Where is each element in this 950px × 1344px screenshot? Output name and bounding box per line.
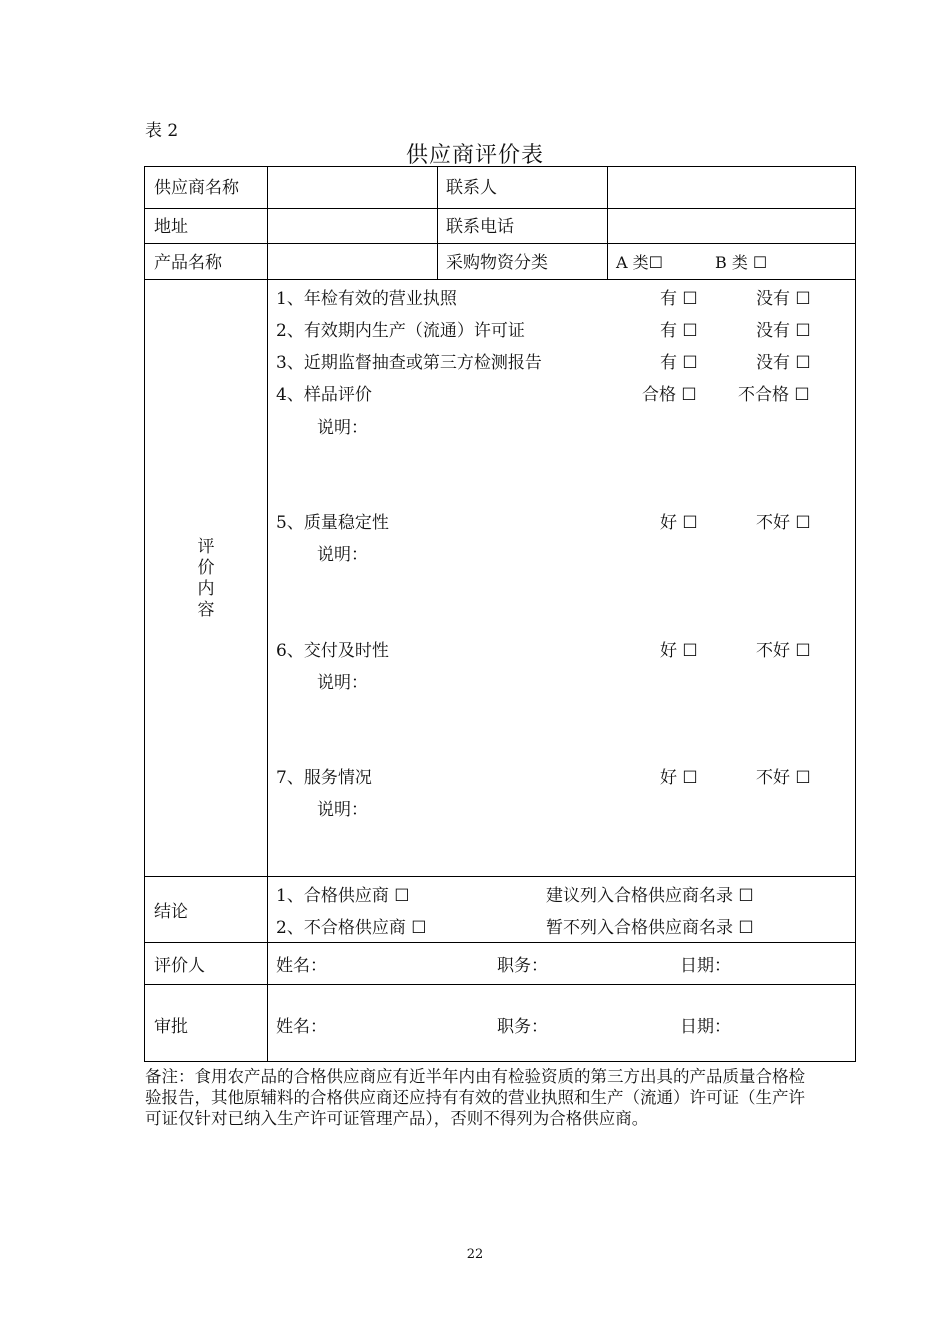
table-label: 表 2 bbox=[145, 121, 179, 141]
supplier-evaluation-form bbox=[144, 166, 856, 1062]
category-a-checkbox[interactable]: A 类☐ bbox=[616, 253, 663, 272]
footnote: 备注：食用农产品的合格供应商应有近半年内由有检验资质的第三方出具的产品质量合格检验报告，其他原辅料的合格供应商还应持有有效的营业执照和生产（流通）许可证（生产许可证仅针对已纳入生产许可证管理产品），否则不得列为合格供应商。 bbox=[145, 1067, 805, 1128]
eval-option-bad[interactable]: 不好 ☐ bbox=[756, 513, 811, 533]
column-divider bbox=[607, 167, 608, 279]
evaluator-label: 评价人 bbox=[154, 956, 205, 976]
eval-item-label: 5、质量稳定性 bbox=[276, 513, 389, 533]
approval-label: 审批 bbox=[154, 1017, 188, 1037]
contact-label: 联系人 bbox=[446, 178, 497, 198]
page-number: 22 bbox=[466, 1247, 484, 1262]
eval-option-bad[interactable]: 不好 ☐ bbox=[756, 641, 811, 661]
evaluator-date-field[interactable]: 日期： bbox=[680, 956, 731, 976]
eval-item-label: 4、样品评价 bbox=[276, 385, 372, 405]
eval-item-label: 6、交付及时性 bbox=[276, 641, 389, 661]
eval-item-label: 7、服务情况 bbox=[276, 768, 372, 788]
category-b-checkbox[interactable]: B 类 ☐ bbox=[715, 253, 768, 272]
evaluator-position-field[interactable]: 职务： bbox=[497, 956, 548, 976]
explain-label: 说明： bbox=[317, 673, 368, 693]
eval-option-good[interactable]: 好 ☐ bbox=[660, 768, 698, 788]
column-divider bbox=[267, 167, 268, 1062]
eval-option-good[interactable]: 好 ☐ bbox=[660, 641, 698, 661]
address-label: 地址 bbox=[154, 217, 188, 237]
evaluator-name-field[interactable]: 姓名： bbox=[276, 956, 327, 976]
conclusion-label: 结论 bbox=[154, 902, 188, 922]
approver-name-field[interactable]: 姓名： bbox=[276, 1017, 327, 1037]
row-divider bbox=[145, 984, 855, 985]
category-label: 采购物资分类 bbox=[446, 253, 548, 273]
eval-option-yes[interactable]: 有 ☐ bbox=[660, 353, 698, 373]
phone-label: 联系电话 bbox=[446, 217, 514, 237]
eval-item-label: 3、近期监督抽查或第三方检测报告 bbox=[276, 353, 542, 373]
qualified-supplier-checkbox[interactable]: 1、合格供应商 ☐ bbox=[276, 886, 410, 906]
explain-label: 说明： bbox=[317, 800, 368, 820]
eval-option-pass[interactable]: 合格 ☐ bbox=[642, 385, 697, 405]
row-divider bbox=[145, 942, 855, 943]
unqualified-supplier-checkbox[interactable]: 2、不合格供应商 ☐ bbox=[276, 918, 427, 938]
eval-option-no[interactable]: 没有 ☐ bbox=[756, 353, 811, 373]
approver-date-field[interactable]: 日期： bbox=[680, 1017, 731, 1037]
not-list-checkbox[interactable]: 暂不列入合格供应商名录 ☐ bbox=[546, 918, 754, 938]
eval-option-fail[interactable]: 不合格 ☐ bbox=[738, 385, 810, 405]
row-divider bbox=[145, 243, 855, 244]
supplier-name-label: 供应商名称 bbox=[154, 178, 239, 198]
column-divider bbox=[437, 167, 438, 279]
row-divider bbox=[145, 208, 855, 209]
recommend-list-checkbox[interactable]: 建议列入合格供应商名录 ☐ bbox=[546, 886, 754, 906]
eval-option-good[interactable]: 好 ☐ bbox=[660, 513, 698, 533]
form-title: 供应商评价表 bbox=[405, 143, 544, 168]
eval-option-yes[interactable]: 有 ☐ bbox=[660, 289, 698, 309]
eval-item-label: 2、有效期内生产（流通）许可证 bbox=[276, 321, 525, 341]
eval-option-no[interactable]: 没有 ☐ bbox=[756, 289, 811, 309]
row-divider bbox=[145, 876, 855, 877]
eval-option-no[interactable]: 没有 ☐ bbox=[756, 321, 811, 341]
explain-label: 说明： bbox=[317, 545, 368, 565]
eval-option-bad[interactable]: 不好 ☐ bbox=[756, 768, 811, 788]
product-name-label: 产品名称 bbox=[154, 253, 222, 273]
evaluation-side-label: 评 价 内 容 bbox=[197, 537, 215, 620]
approver-position-field[interactable]: 职务： bbox=[497, 1017, 548, 1037]
eval-item-label: 1、年检有效的营业执照 bbox=[276, 289, 457, 309]
explain-label: 说明： bbox=[317, 418, 368, 438]
row-divider bbox=[145, 279, 855, 280]
eval-option-yes[interactable]: 有 ☐ bbox=[660, 321, 698, 341]
